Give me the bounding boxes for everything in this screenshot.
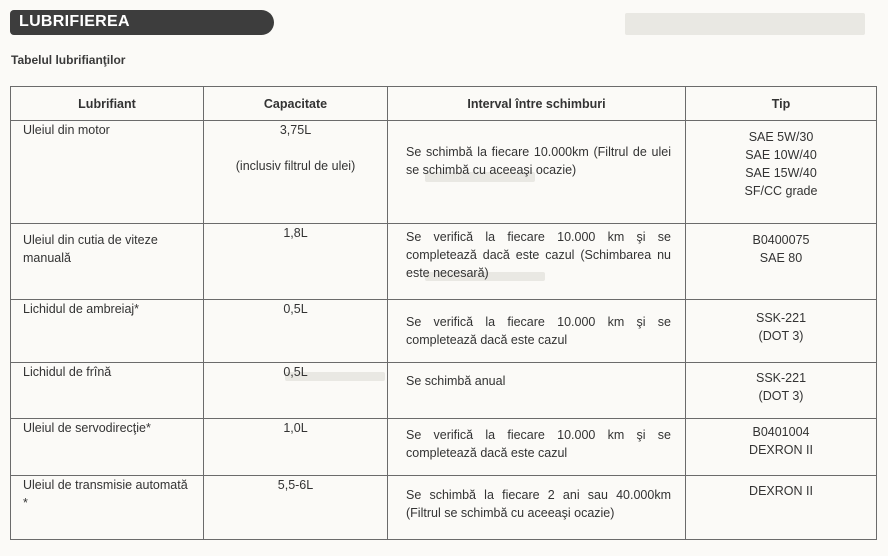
table-header-row [11,87,877,121]
type-line: SSK-221 [755,371,807,385]
type-line: SAE 10W/40 [745,148,817,162]
interval-text: Se schimbă anual [388,363,686,419]
type-line: B0401004 [752,425,810,439]
type-cell [686,363,877,419]
capacity-value: 1,8L [204,224,388,300]
capacity-cell [204,121,388,224]
interval-text: Se schimbă la fiecare 10.000km (Filtrul de ulei se schimbă cu aceeaşi ocazie) [388,121,686,224]
lubricant-name: Lichidul de ambreiaj* [11,300,204,363]
type-line: B0400075 [752,233,810,247]
type-line: SAE 15W/40 [745,166,817,180]
type-cell [686,121,877,224]
lubricant-name: Uleiul de servodirecţie* [11,419,204,476]
table-row [11,363,877,419]
type-cell [686,300,877,363]
section-header [10,10,274,35]
header-interval: Interval între schimburi [388,87,686,121]
lubricant-name: Lichidul de frînă [11,363,204,419]
capacity-value: 5,5-6L [204,476,388,540]
header-capacity: Capacitate [204,87,388,121]
type-line: (DOT 3) [758,389,804,403]
section-title: LUBRIFIEREA [19,13,130,30]
header-lubricant: Lubrifiant [11,87,204,121]
type-cell [686,224,877,300]
interval-text: Se schimbă la fiecare 2 ani sau 40.000km (Filtrul se schimbă cu aceeaşi ocazie) [388,476,686,540]
type-cell [686,419,877,476]
lubricants-table [10,86,877,540]
table-row [11,121,877,224]
type-line: SSK-221 [755,311,807,325]
interval-text: Se verifică la fiecare 10.000 km şi se completează dacă este cazul [388,300,686,363]
capacity-value: 0,5L [204,363,388,419]
lubricant-name: Uleiul din motor [11,121,204,224]
capacity-value: 3,75L [279,123,312,137]
capacity-value: 1,0L [204,419,388,476]
table-row [11,419,877,476]
bleed-through-mark [625,13,865,35]
type-line: DEXRON II [749,484,813,498]
type-line: (DOT 3) [758,329,804,343]
interval-text: Se verifică la fiecare 10.000 km şi se completează dacă este cazul (Schimbarea nu este necesară) [388,224,686,300]
table-title: Tabelul lubrifianţilor [11,53,126,67]
type-line: SAE 5W/30 [748,130,814,144]
lubricant-name: Uleiul din cutia de viteze manuală [11,224,204,300]
type-line: DEXRON II [749,443,813,457]
type-line: SF/CC grade [744,184,818,198]
capacity-note: (inclusiv filtrul de ulei) [235,159,356,173]
capacity-value: 0,5L [204,300,388,363]
interval-text: Se verifică la fiecare 10.000 km şi se completează dacă este cazul [388,419,686,476]
table-row [11,476,877,540]
table-row [11,300,877,363]
type-cell [686,476,877,540]
lubricant-name: Uleiul de transmisie automată * [11,476,204,540]
type-line: SAE 80 [759,251,803,265]
header-type: Tip [686,87,877,121]
table-row [11,224,877,300]
